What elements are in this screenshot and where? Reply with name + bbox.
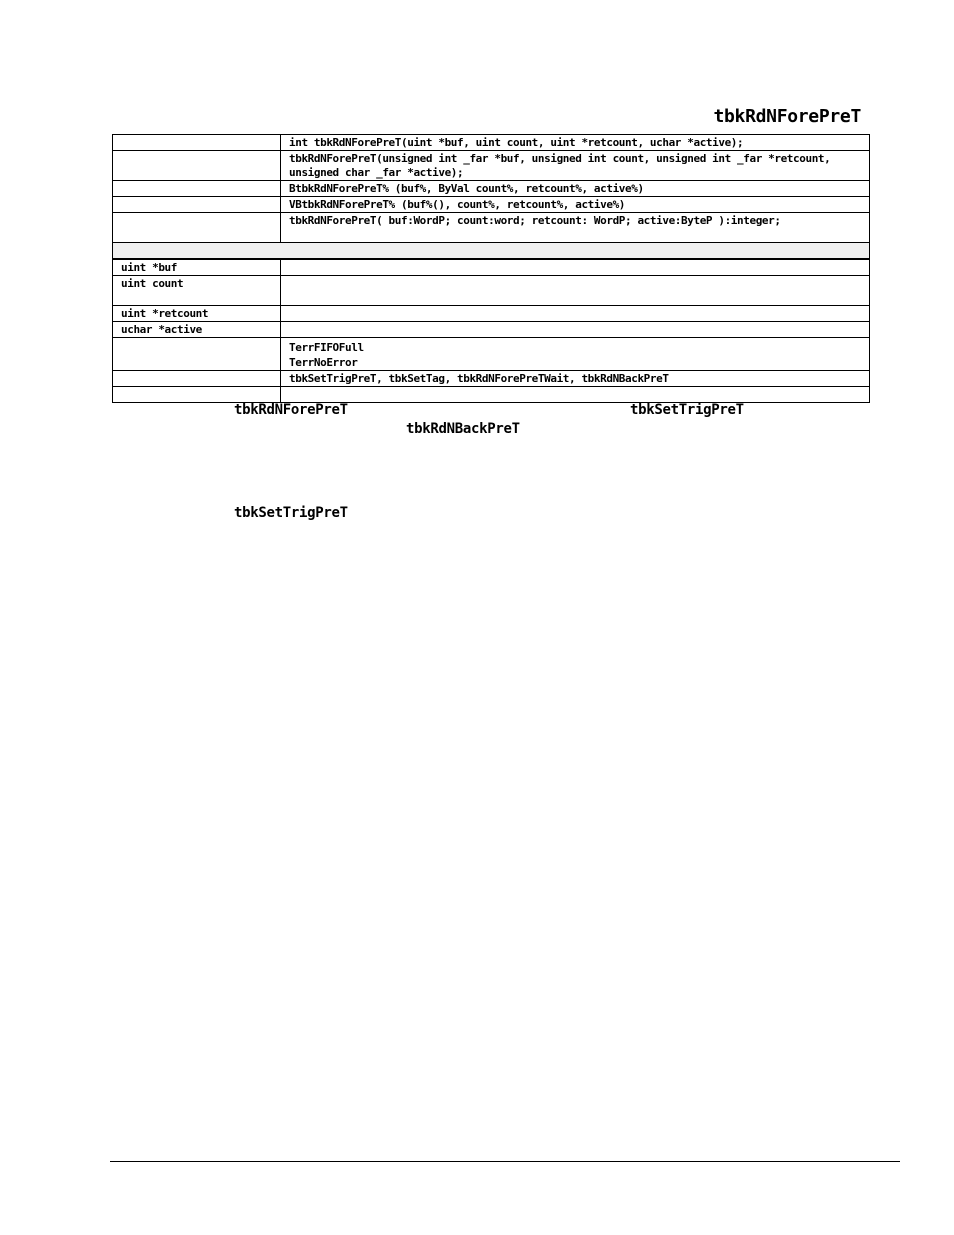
syntax-cell [281, 135, 870, 151]
return-terr-fifo-full: TerrFIFOFull [289, 340, 364, 354]
syntax-c: int tbkRdNForePreT(uint *buf, uint count, uint *retcount, uchar *active); [289, 136, 744, 149]
parameter-buf: uint *buf [121, 260, 178, 274]
see-also-cell [281, 370, 870, 386]
parameter-active: uchar *active [121, 322, 202, 336]
notes-label-cell [113, 386, 281, 402]
parameter-row [113, 259, 870, 276]
parameter-row [113, 305, 870, 321]
notes-cell [281, 386, 870, 402]
parameter-description-cell [281, 259, 870, 276]
parameters-header-cell [113, 243, 870, 259]
see-also-list: tbkSetTrigPreT, tbkSetTag, tbkRdNForePreTWait, tbkRdNBackPreT [289, 371, 669, 385]
syntax-turbo-c: tbkRdNForePreT(unsigned int _far *buf, unsigned int count, unsigned int _far *retcount, unsigned char _far *active); [289, 152, 837, 179]
syntax-cell [281, 151, 870, 181]
returns-cell [281, 337, 870, 370]
function-reference-table [112, 134, 870, 403]
syntax-cell [281, 213, 870, 243]
body-function-ref: tbkSetTrigPreT [630, 402, 744, 418]
parameters-header-row [113, 243, 870, 259]
syntax-row-turbo-c [113, 151, 870, 181]
parameter-description-cell [281, 321, 870, 337]
parameter-row [113, 275, 870, 305]
page-title: tbkRdNForePreT [713, 106, 861, 127]
syntax-cell [281, 181, 870, 197]
syntax-row-c [113, 135, 870, 151]
body-function-ref: tbkRdNBackPreT [406, 421, 520, 437]
parameter-name-cell [113, 321, 281, 337]
parameter-name-cell [113, 305, 281, 321]
returns-row [113, 337, 870, 370]
syntax-basic: BtbkRdNForePreT% (buf%, ByVal count%, retcount%, active%) [289, 182, 644, 195]
parameter-name-cell [113, 275, 281, 305]
syntax-row-pascal [113, 213, 870, 243]
syntax-label-cell [113, 213, 281, 243]
syntax-row-basic [113, 181, 870, 197]
syntax-cell [281, 197, 870, 213]
parameter-row [113, 321, 870, 337]
parameter-description-cell [281, 275, 870, 305]
notes-row [113, 386, 870, 402]
syntax-pascal: tbkRdNForePreT( buf:WordP; count:word; retcount: WordP; active:ByteP ):integer; [289, 214, 781, 227]
body-function-ref: tbkSetTrigPreT [234, 505, 348, 521]
syntax-label-cell [113, 181, 281, 197]
parameter-description-cell [281, 305, 870, 321]
return-terr-no-error: TerrNoError [289, 355, 358, 369]
syntax-label-cell [113, 151, 281, 181]
footer-rule [110, 1161, 900, 1162]
parameter-retcount: uint *retcount [121, 306, 209, 320]
syntax-visual-basic: VBtbkRdNForePreT% (buf%(), count%, retcount%, active%) [289, 198, 626, 211]
see-also-row [113, 370, 870, 386]
parameter-name-cell [113, 259, 281, 276]
syntax-label-cell [113, 197, 281, 213]
syntax-label-cell [113, 135, 281, 151]
parameter-count: uint count [121, 276, 184, 290]
syntax-row-visual-basic [113, 197, 870, 213]
body-function-ref: tbkRdNForePreT [234, 402, 348, 418]
returns-label-cell [113, 337, 281, 370]
see-also-label-cell [113, 370, 281, 386]
